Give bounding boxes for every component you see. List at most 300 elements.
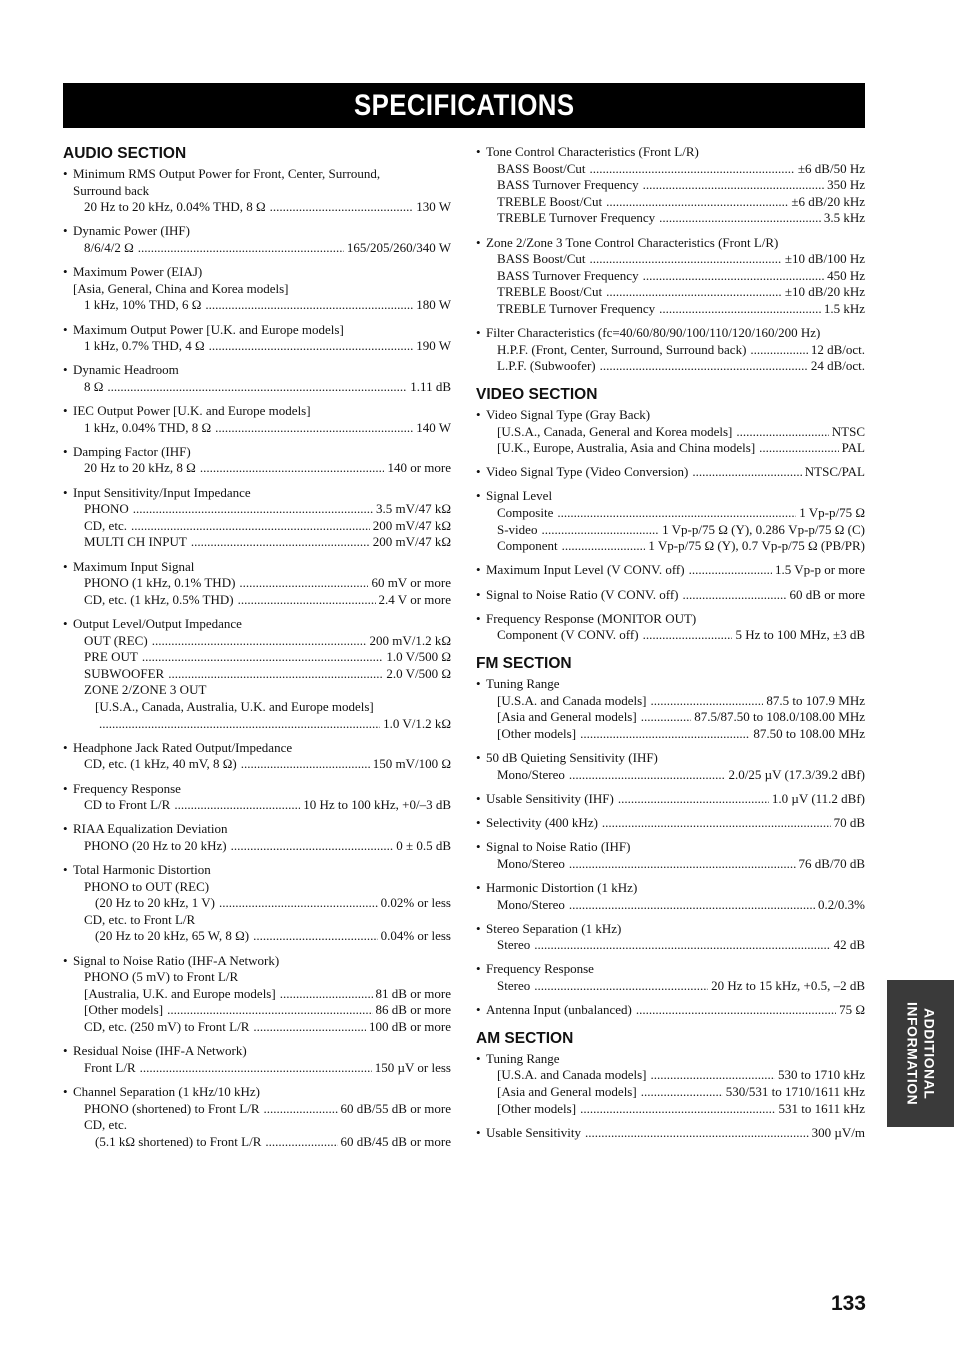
spec-item <box>476 325 865 375</box>
spec-value: 140 W <box>416 419 451 435</box>
spec-title-line: Damping Factor (IHF) <box>73 443 191 459</box>
spec-item-title <box>476 1051 865 1068</box>
spec-item <box>63 264 451 314</box>
spec-item <box>476 562 865 579</box>
spec-row <box>476 440 865 457</box>
bullet-icon: • <box>63 821 68 837</box>
spec-item <box>63 781 451 814</box>
spec-label: Component (V CONV. off) <box>497 627 639 643</box>
spec-label: TREBLE Boost/Cut <box>497 284 603 300</box>
spec-label: SUBWOOFER <box>84 665 165 681</box>
leader-dots <box>606 284 782 301</box>
spec-item-title <box>476 488 865 505</box>
spec-item-title <box>63 322 451 339</box>
bullet-icon: • <box>63 443 68 459</box>
spec-value: 87.5/87.50 to 108.0/108.00 MHz <box>694 709 865 725</box>
leader-dots <box>600 358 808 375</box>
spec-row <box>63 986 451 1003</box>
spec-title-line: Video Signal Type (Gray Back) <box>486 406 651 422</box>
spec-row <box>476 161 865 178</box>
spec-title-line: Frequency Response (MONITOR OUT) <box>486 610 697 626</box>
spec-title-line: Tone Control Characteristics (Front L/R) <box>486 144 699 159</box>
left-column <box>63 144 451 1158</box>
spec-value: 180 W <box>416 297 451 313</box>
spec-item-title <box>476 921 865 938</box>
spec-label: [Asia and General models] <box>497 1084 637 1100</box>
spec-row <box>63 1002 451 1019</box>
spec-value: 531 to 1611 kHz <box>778 1100 865 1116</box>
spec-label: CD, etc. (1 kHz, 40 mV, 8 Ω) <box>84 756 237 772</box>
spec-row <box>476 284 865 301</box>
spec-label: S-video <box>497 521 538 537</box>
bullet-icon: • <box>476 234 481 250</box>
leader-dots <box>750 342 807 359</box>
bullet-icon: • <box>476 610 481 626</box>
leader-dots <box>265 1134 337 1151</box>
spec-item-title <box>63 223 451 240</box>
spec-row <box>63 895 451 912</box>
spec-item-title <box>63 403 451 420</box>
leader-dots <box>569 767 726 784</box>
leader-dots <box>133 501 373 518</box>
spec-row <box>63 420 451 437</box>
spec-section <box>476 1029 865 1142</box>
spec-value: 60 dB/45 dB or more <box>340 1133 451 1149</box>
spec-item-title <box>476 464 865 481</box>
spec-row <box>486 815 865 832</box>
spec-label: CD, etc. (250 mV) to Front L/R <box>84 1019 250 1035</box>
spec-row <box>63 797 451 814</box>
spec-title-line: Dynamic Power (IHF) <box>73 223 190 239</box>
spec-value: 24 dB/oct. <box>810 358 865 374</box>
spec-item-title <box>476 325 865 342</box>
spec-item-title <box>63 166 451 199</box>
bullet-icon: • <box>63 264 68 280</box>
leader-dots <box>238 592 376 609</box>
spec-label: (20 Hz to 20 kHz, 65 W, 8 Ω) <box>95 928 250 944</box>
spec-item <box>476 1051 865 1117</box>
spec-row <box>476 177 865 194</box>
spec-label: Video Signal Type (Video Conversion) <box>486 464 689 480</box>
spec-label: [U.S.A. and Canada models] <box>497 692 647 708</box>
spec-value: 2.0 V/500 Ω <box>386 665 451 681</box>
spec-item-title <box>63 781 451 798</box>
spec-value: 75 Ω <box>839 1002 865 1018</box>
spec-value: ±6 dB/50 Hz <box>797 160 865 176</box>
bullet-icon: • <box>476 488 481 504</box>
bullet-icon: • <box>476 1124 481 1140</box>
spec-item-title <box>63 1043 451 1060</box>
leader-dots <box>682 587 786 604</box>
spec-row <box>476 301 865 318</box>
spec-title-line: Frequency Response <box>486 961 594 977</box>
leader-dots <box>174 797 300 814</box>
spec-row <box>486 464 865 481</box>
spec-row <box>476 1101 865 1118</box>
spec-value: NTSC/PAL <box>804 464 865 480</box>
leader-dots <box>152 633 367 650</box>
spec-item-title <box>476 235 865 252</box>
spec-value: 190 W <box>416 338 451 354</box>
spec-label: (20 Hz to 20 kHz, 1 V) <box>95 895 215 911</box>
spec-item <box>476 1125 865 1142</box>
spec-item <box>63 166 451 216</box>
spec-value: 70 dB <box>833 814 865 830</box>
spec-item-title <box>63 862 451 879</box>
spec-label: Mono/Stereo <box>497 896 565 912</box>
bullet-icon: • <box>476 814 481 830</box>
section-heading: AUDIO SECTION <box>63 145 187 162</box>
leader-dots <box>239 575 368 592</box>
spec-row <box>486 562 865 579</box>
spec-subheading: [U.S.A., Canada, Australia, U.K. and Europe models] <box>95 698 374 714</box>
spec-item <box>63 559 451 609</box>
page-title: SPECIFICATIONS <box>353 88 575 122</box>
spec-value: 1.0 V/1.2 kΩ <box>383 715 451 731</box>
spec-label: BASS Boost/Cut <box>497 251 586 267</box>
leader-dots <box>643 627 733 644</box>
spec-value: ±6 dB/20 kHz <box>791 193 865 209</box>
leader-dots <box>602 815 831 832</box>
spec-item <box>63 821 451 854</box>
spec-item-title <box>476 676 865 693</box>
spec-label: BASS Turnover Frequency <box>497 177 639 193</box>
spec-value: 1.0 V/500 Ω <box>386 649 451 665</box>
spec-value: 20 Hz to 15 kHz, +0.5, –2 dB <box>711 978 865 994</box>
spec-item <box>476 921 865 954</box>
spec-item <box>476 1002 865 1019</box>
spec-title-line: Harmonic Distortion (1 kHz) <box>486 879 638 895</box>
spec-subheading: PHONO (5 mV) to Front L/R <box>84 969 239 985</box>
spec-label: Mono/Stereo <box>497 766 565 782</box>
leader-dots <box>580 726 750 743</box>
spec-row <box>476 194 865 211</box>
spec-row <box>63 928 451 945</box>
bullet-icon: • <box>63 484 68 500</box>
bullet-icon: • <box>63 862 68 878</box>
spec-row <box>486 791 865 808</box>
spec-title-line: Signal to Noise Ratio (IHF) <box>486 839 631 855</box>
spec-item <box>476 791 865 808</box>
spec-value: 200 mV/47 kΩ <box>372 534 451 550</box>
spec-label: 20 Hz to 20 kHz, 8 Ω <box>84 460 196 476</box>
spec-value: 1.0 µV (11.2 dBf) <box>771 790 865 806</box>
spec-row <box>63 297 451 314</box>
spec-title-line: Zone 2/Zone 3 Tone Control Characteristics (Front L/R) <box>486 234 779 250</box>
spec-item <box>476 235 865 318</box>
spec-label: PHONO (1 kHz, 0.1% THD) <box>84 575 236 591</box>
bullet-icon: • <box>476 790 481 806</box>
leader-dots <box>641 709 691 726</box>
spec-value: 2.0/25 µV (17.3/39.2 dBf) <box>728 766 865 782</box>
spec-value: 100 dB or more <box>369 1019 451 1035</box>
spec-label: 8 Ω <box>84 378 104 394</box>
leader-dots <box>209 338 414 355</box>
spec-value: 530 to 1710 kHz <box>777 1067 865 1083</box>
leader-dots <box>534 937 830 954</box>
bullet-icon: • <box>476 839 481 855</box>
page-title-bar <box>63 83 865 128</box>
spec-value: 1.5 kHz <box>823 300 865 316</box>
spec-section <box>63 144 451 1150</box>
spec-title-line: Maximum Output Power [U.K. and Europe models] <box>73 321 344 337</box>
spec-label: PHONO (20 Hz to 20 kHz) <box>84 837 227 853</box>
spec-value: 1.5 Vp-p or more <box>774 562 865 578</box>
spec-row <box>476 897 865 914</box>
spec-label: 20 Hz to 20 kHz, 0.04% THD, 8 Ω <box>84 199 266 215</box>
section-heading: AM SECTION <box>476 1029 574 1047</box>
spec-item <box>476 611 865 644</box>
spec-label: OUT (REC) <box>84 632 148 648</box>
spec-row <box>476 424 865 441</box>
spec-item-title <box>476 407 865 424</box>
bullet-icon: • <box>63 780 68 796</box>
spec-item-title <box>63 362 451 379</box>
bullet-icon: • <box>476 879 481 895</box>
spec-label: [Asia and General models] <box>497 709 637 725</box>
leader-dots <box>557 505 796 522</box>
leader-dots <box>759 440 838 457</box>
spec-row <box>476 251 865 268</box>
right-column <box>476 144 865 1149</box>
spec-item-title <box>476 880 865 897</box>
spec-item <box>63 953 451 1036</box>
spec-item <box>476 407 865 457</box>
spec-label: [Australia, U.K. and Europe models] <box>84 985 276 1001</box>
spec-row <box>476 538 865 555</box>
spec-row <box>63 575 451 592</box>
spec-item <box>63 862 451 945</box>
spec-label: Front L/R <box>84 1059 136 1075</box>
spec-row <box>63 592 451 609</box>
spec-item <box>63 362 451 395</box>
spec-row <box>63 501 451 518</box>
spec-item <box>476 880 865 913</box>
section-tab-label <box>904 1002 938 1105</box>
spec-value: 3.5 mV/47 kΩ <box>375 501 451 517</box>
leader-dots <box>253 928 377 945</box>
spec-label: Maximum Input Level (V CONV. off) <box>486 562 685 578</box>
spec-row <box>476 268 865 285</box>
spec-label: TREBLE Boost/Cut <box>497 193 603 209</box>
leader-dots <box>643 268 825 285</box>
spec-row <box>476 978 865 995</box>
spec-row <box>476 726 865 743</box>
spec-row <box>476 358 865 375</box>
spec-row <box>63 534 451 551</box>
spec-subheading: PHONO to OUT (REC) <box>84 878 210 894</box>
leader-dots <box>107 379 407 396</box>
spec-item <box>63 1084 451 1150</box>
spec-row <box>476 210 865 227</box>
section-tab[interactable] <box>887 980 954 1127</box>
spec-value: 60 dB or more <box>789 586 865 602</box>
spec-item <box>63 740 451 773</box>
bullet-icon: • <box>476 586 481 602</box>
spec-value: ±10 dB/100 Hz <box>784 251 865 267</box>
bullet-icon: • <box>476 676 481 691</box>
bullet-icon: • <box>63 952 68 968</box>
spec-label: [Other models] <box>497 1100 577 1116</box>
bullet-icon: • <box>63 166 68 181</box>
spec-value: 86 dB or more <box>375 1002 451 1018</box>
spec-label: [U.K., Europe, Australia, Asia and China models] <box>497 440 756 456</box>
spec-title-line: Input Sensitivity/Input Impedance <box>73 484 251 500</box>
spec-value: 350 Hz <box>827 177 865 193</box>
spec-row <box>476 627 865 644</box>
leader-dots <box>606 194 788 211</box>
spec-title-line: Filter Characteristics (fc=40/60/80/90/100/110/120/160/200 Hz) <box>486 325 821 341</box>
leader-dots <box>650 693 763 710</box>
spec-item-title <box>63 821 451 838</box>
leader-dots <box>659 301 821 318</box>
bullet-icon: • <box>63 1084 68 1099</box>
spec-value: 1 Vp-p/75 Ω <box>799 505 865 521</box>
spec-title-line: IEC Output Power [U.K. and Europe models] <box>73 403 311 419</box>
spec-title-line: Surround back <box>73 182 150 198</box>
spec-label: Component <box>497 538 558 554</box>
spec-row <box>63 1101 451 1118</box>
spec-row <box>63 379 451 396</box>
leader-dots <box>191 534 370 551</box>
bullet-icon: • <box>63 223 68 239</box>
spec-label: 1 kHz, 10% THD, 6 Ω <box>84 297 202 313</box>
spec-item <box>476 815 865 832</box>
spec-label: TREBLE Turnover Frequency <box>497 300 656 316</box>
spec-label: H.P.F. (Front, Center, Surround, Surround back) <box>497 341 747 357</box>
leader-dots <box>736 424 828 441</box>
spec-label: 1 kHz, 0.04% THD, 8 Ω <box>84 419 212 435</box>
spec-value: 530/531 to 1710/1611 kHz <box>725 1084 865 1100</box>
spec-row <box>63 1060 451 1077</box>
leader-dots <box>167 1002 372 1019</box>
leader-dots <box>241 756 370 773</box>
spec-row <box>476 522 865 539</box>
spec-row <box>476 709 865 726</box>
leader-dots <box>131 518 370 535</box>
leader-dots <box>140 1060 372 1077</box>
spec-label: Composite <box>497 505 554 521</box>
spec-label: CD, etc. (1 kHz, 0.5% THD) <box>84 591 234 607</box>
spec-item <box>476 144 865 227</box>
spec-title-line: Maximum Input Signal <box>73 558 195 574</box>
spec-item <box>476 676 865 742</box>
spec-row <box>63 338 451 355</box>
spec-item-title <box>476 839 865 856</box>
spec-value: 1.11 dB <box>410 378 451 394</box>
spec-title-line: Signal to Noise Ratio (IHF-A Network) <box>73 952 280 968</box>
spec-row <box>63 518 451 535</box>
spec-item <box>476 587 865 604</box>
spec-title-line: Minimum RMS Output Power for Front, Center, Surround, <box>73 166 381 181</box>
leader-dots <box>650 1067 775 1084</box>
bullet-icon: • <box>63 1043 68 1059</box>
spec-subheading: ZONE 2/ZONE 3 OUT <box>84 682 207 698</box>
section-heading: VIDEO SECTION <box>476 385 598 403</box>
bullet-icon: • <box>476 1050 481 1066</box>
spec-value: 10 Hz to 100 kHz, +0/–3 dB <box>303 797 451 813</box>
spec-value: 165/205/260/340 W <box>346 239 451 255</box>
leader-dots <box>569 856 796 873</box>
spec-label: [Other models] <box>497 725 577 741</box>
spec-item-title <box>476 1125 865 1142</box>
spec-item <box>476 750 865 783</box>
spec-title-line: Dynamic Headroom <box>73 362 179 378</box>
leader-dots <box>142 649 384 666</box>
spec-title-line: Channel Separation (1 kHz/10 kHz) <box>73 1084 261 1099</box>
spec-item-title <box>476 750 865 767</box>
bullet-icon: • <box>63 403 68 419</box>
spec-title-line: Tuning Range <box>486 1050 560 1066</box>
spec-row <box>486 1125 865 1142</box>
spec-title-line: Headphone Jack Rated Output/Impedance <box>73 739 293 755</box>
spec-value: 2.4 V or more <box>378 591 451 607</box>
bullet-icon: • <box>63 558 68 574</box>
spec-row <box>63 716 451 733</box>
leader-dots <box>215 420 413 437</box>
spec-label: Usable Sensitivity <box>486 1124 581 1140</box>
spec-label: TREBLE Turnover Frequency <box>497 210 656 226</box>
spec-item-title <box>476 791 865 808</box>
spec-item <box>63 616 451 732</box>
spec-value: 60 mV or more <box>371 575 451 591</box>
spec-value: 130 W <box>416 199 451 215</box>
spec-item-title <box>63 1084 451 1101</box>
spec-row <box>476 1084 865 1101</box>
bullet-icon: • <box>476 562 481 578</box>
spec-row <box>63 1019 451 1036</box>
spec-label: CD, etc. <box>84 517 127 533</box>
spec-title-line: [Asia, General, China and Korea models] <box>73 280 289 296</box>
spec-section <box>476 654 865 1019</box>
spec-title-line: Maximum Power (EIAJ) <box>73 264 203 280</box>
leader-dots <box>270 199 414 216</box>
leader-dots <box>590 251 782 268</box>
leader-dots <box>569 897 815 914</box>
leader-dots <box>253 1019 366 1036</box>
spec-value: ±10 dB/20 kHz <box>784 284 865 300</box>
spec-value: 76 dB/70 dB <box>798 855 865 871</box>
leader-dots <box>138 240 344 257</box>
spec-item-title <box>63 444 451 461</box>
spec-row <box>63 838 451 855</box>
spec-row <box>63 756 451 773</box>
spec-row <box>476 767 865 784</box>
spec-label: Signal to Noise Ratio (V CONV. off) <box>486 586 679 602</box>
spec-row <box>486 1002 865 1019</box>
spec-row <box>476 342 865 359</box>
spec-item-title <box>476 815 865 832</box>
spec-value: 5 Hz to 100 MHz, ±3 dB <box>735 627 865 643</box>
spec-row <box>63 633 451 650</box>
spec-item-title <box>63 953 451 970</box>
spec-label: PHONO <box>84 501 129 517</box>
spec-title-line: Output Level/Output Impedance <box>73 616 242 631</box>
spec-value: 42 dB <box>833 937 865 953</box>
leader-dots <box>641 1084 723 1101</box>
section-heading: FM SECTION <box>476 655 572 672</box>
leader-dots <box>590 161 795 178</box>
spec-row <box>63 240 451 257</box>
spec-label: Usable Sensitivity (IHF) <box>486 790 614 806</box>
spec-item <box>476 488 865 554</box>
spec-value: 12 dB/oct. <box>810 341 865 357</box>
section-tab-line1: ADDITIONAL <box>921 1007 938 1100</box>
leader-dots <box>219 895 378 912</box>
spec-row <box>63 666 451 683</box>
spec-title-line: Stereo Separation (1 kHz) <box>486 920 622 936</box>
leader-dots <box>534 978 708 995</box>
